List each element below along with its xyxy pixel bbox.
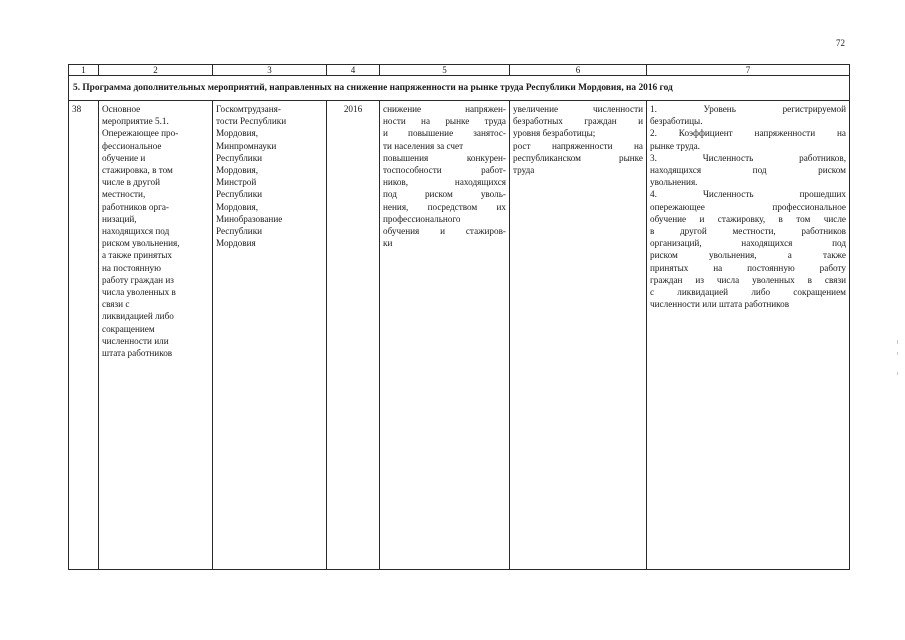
text-line: сокращением: [102, 323, 155, 334]
text-line: местности,: [102, 189, 146, 200]
text-line: 1. Уровень регистрируемой: [650, 104, 846, 114]
column-number-cell: 4: [327, 65, 380, 76]
text-line: 4. Численность прошедших: [650, 189, 846, 200]
text-line: повышения конкурен-: [383, 152, 506, 163]
text-line: безработных граждан и: [513, 116, 643, 127]
table-row: [69, 101, 850, 570]
text-line: с ликвидацией либо сокращением: [650, 287, 846, 298]
text-line: Республики: [216, 189, 263, 200]
text-line: ти населения за счет: [383, 140, 464, 151]
text-line: риском увольнения, а также: [650, 250, 846, 261]
measures-table: [68, 64, 850, 570]
text-line: Опережающее про-: [102, 128, 179, 139]
text-line: увеличение численности: [513, 104, 643, 114]
text-line: ников, находящихся: [383, 177, 506, 188]
text-line: штата работников: [102, 348, 173, 359]
text-line: мероприятие 5.1.: [102, 116, 169, 127]
text-line: нения, посредством их: [383, 201, 506, 212]
text-line: работников орга-: [102, 201, 169, 212]
scan-artifact: [897, 372, 898, 375]
section-title: 5. Программа дополнительных мероприятий, направленных на снижение напряженности на рынке труда Республики Мордовия, на 2016 год: [69, 76, 850, 101]
executors-cell: [213, 101, 327, 570]
column-number-cell: 7: [647, 65, 850, 76]
text-line: работу граждан из: [102, 274, 174, 285]
text-line: Мордовия,: [216, 165, 259, 176]
year-cell: 2016: [327, 101, 380, 570]
text-line: рынке труда.: [650, 140, 700, 151]
text-line: республиканском рынке: [513, 152, 643, 163]
text-line: численности или: [102, 335, 169, 346]
text-line: ки: [383, 238, 393, 249]
text-line: а также принятых: [102, 250, 172, 261]
text-line: на постоянную: [102, 262, 161, 273]
text-line: Республики: [216, 226, 263, 237]
page-number: 72: [836, 38, 845, 48]
text-line: фессиональное: [102, 140, 162, 151]
text-line: рост напряженности на: [513, 140, 643, 151]
text-line: обучения и стажиров-: [383, 226, 506, 237]
text-line: числа уволенных в: [102, 287, 176, 298]
column-number-cell: 2: [99, 65, 213, 76]
text-line: уровня безработицы;: [513, 128, 596, 139]
column-number-cell: 5: [380, 65, 510, 76]
text-line: 3. Численность работников,: [650, 152, 846, 163]
text-line: организаций, находящихся под: [650, 238, 846, 249]
indicators-cell: [647, 101, 850, 570]
text-line: обучение и стажировку, в том числе: [650, 213, 846, 224]
text-line: Минстрой: [216, 177, 257, 188]
text-line: Мордовия: [216, 238, 256, 249]
column-number-cell: 1: [69, 65, 99, 76]
text-line: стажировка, в том: [102, 165, 173, 176]
text-line: 2. Коэффициент напряженности на: [650, 128, 846, 139]
column-number-row: [69, 65, 850, 76]
text-line: Мордовия,: [216, 201, 259, 212]
text-line: числе в другой: [102, 177, 161, 188]
text-line: низаций,: [102, 213, 137, 224]
text-line: снижение напряжен-: [383, 104, 506, 114]
scan-artifact: [897, 352, 898, 355]
column-number-cell: 3: [213, 65, 327, 76]
text-line: Республики: [216, 152, 263, 163]
text-line: Госкомтрудзаня-: [216, 104, 281, 114]
text-line: Мордовия,: [216, 128, 259, 139]
row-number-cell: 38: [69, 101, 99, 570]
text-line: находящихся под риском: [650, 165, 846, 176]
text-line: труда: [513, 165, 535, 176]
text-line: под риском уволь-: [383, 189, 506, 200]
consequences-cell: [510, 101, 647, 570]
text-line: Минобразование: [216, 213, 283, 224]
text-line: ликвидацией либо: [102, 311, 174, 322]
text-line: профессионального: [383, 213, 461, 224]
event-name-cell: [99, 101, 213, 570]
text-line: увольнения.: [650, 177, 698, 188]
text-line: риском увольнения,: [102, 238, 180, 249]
text-line: ности на рынке труда: [383, 116, 506, 127]
expected-result-cell: [380, 101, 510, 570]
text-line: находящихся под: [102, 226, 170, 237]
text-line: безработицы.: [650, 116, 703, 127]
text-line: Минпромнауки: [216, 140, 277, 151]
text-line: связи с: [102, 299, 130, 310]
text-line: Основное: [102, 104, 141, 114]
text-line: в другой местности, работников: [650, 226, 846, 237]
text-line: обучение и: [102, 152, 146, 163]
text-line: граждан из числа уволенных в связи: [650, 274, 846, 285]
text-line: опережающее профессиональное: [650, 201, 846, 212]
text-line: и повышение занятос-: [383, 128, 506, 139]
scan-artifact: [897, 340, 898, 344]
section-title-row: [69, 76, 850, 101]
text-line: тости Республики: [216, 116, 287, 127]
text-line: тоспособности работ-: [383, 165, 506, 176]
text-line: принятых на постоянную работу: [650, 262, 846, 273]
column-number-cell: 6: [510, 65, 647, 76]
text-line: численности или штата работников: [650, 299, 790, 310]
